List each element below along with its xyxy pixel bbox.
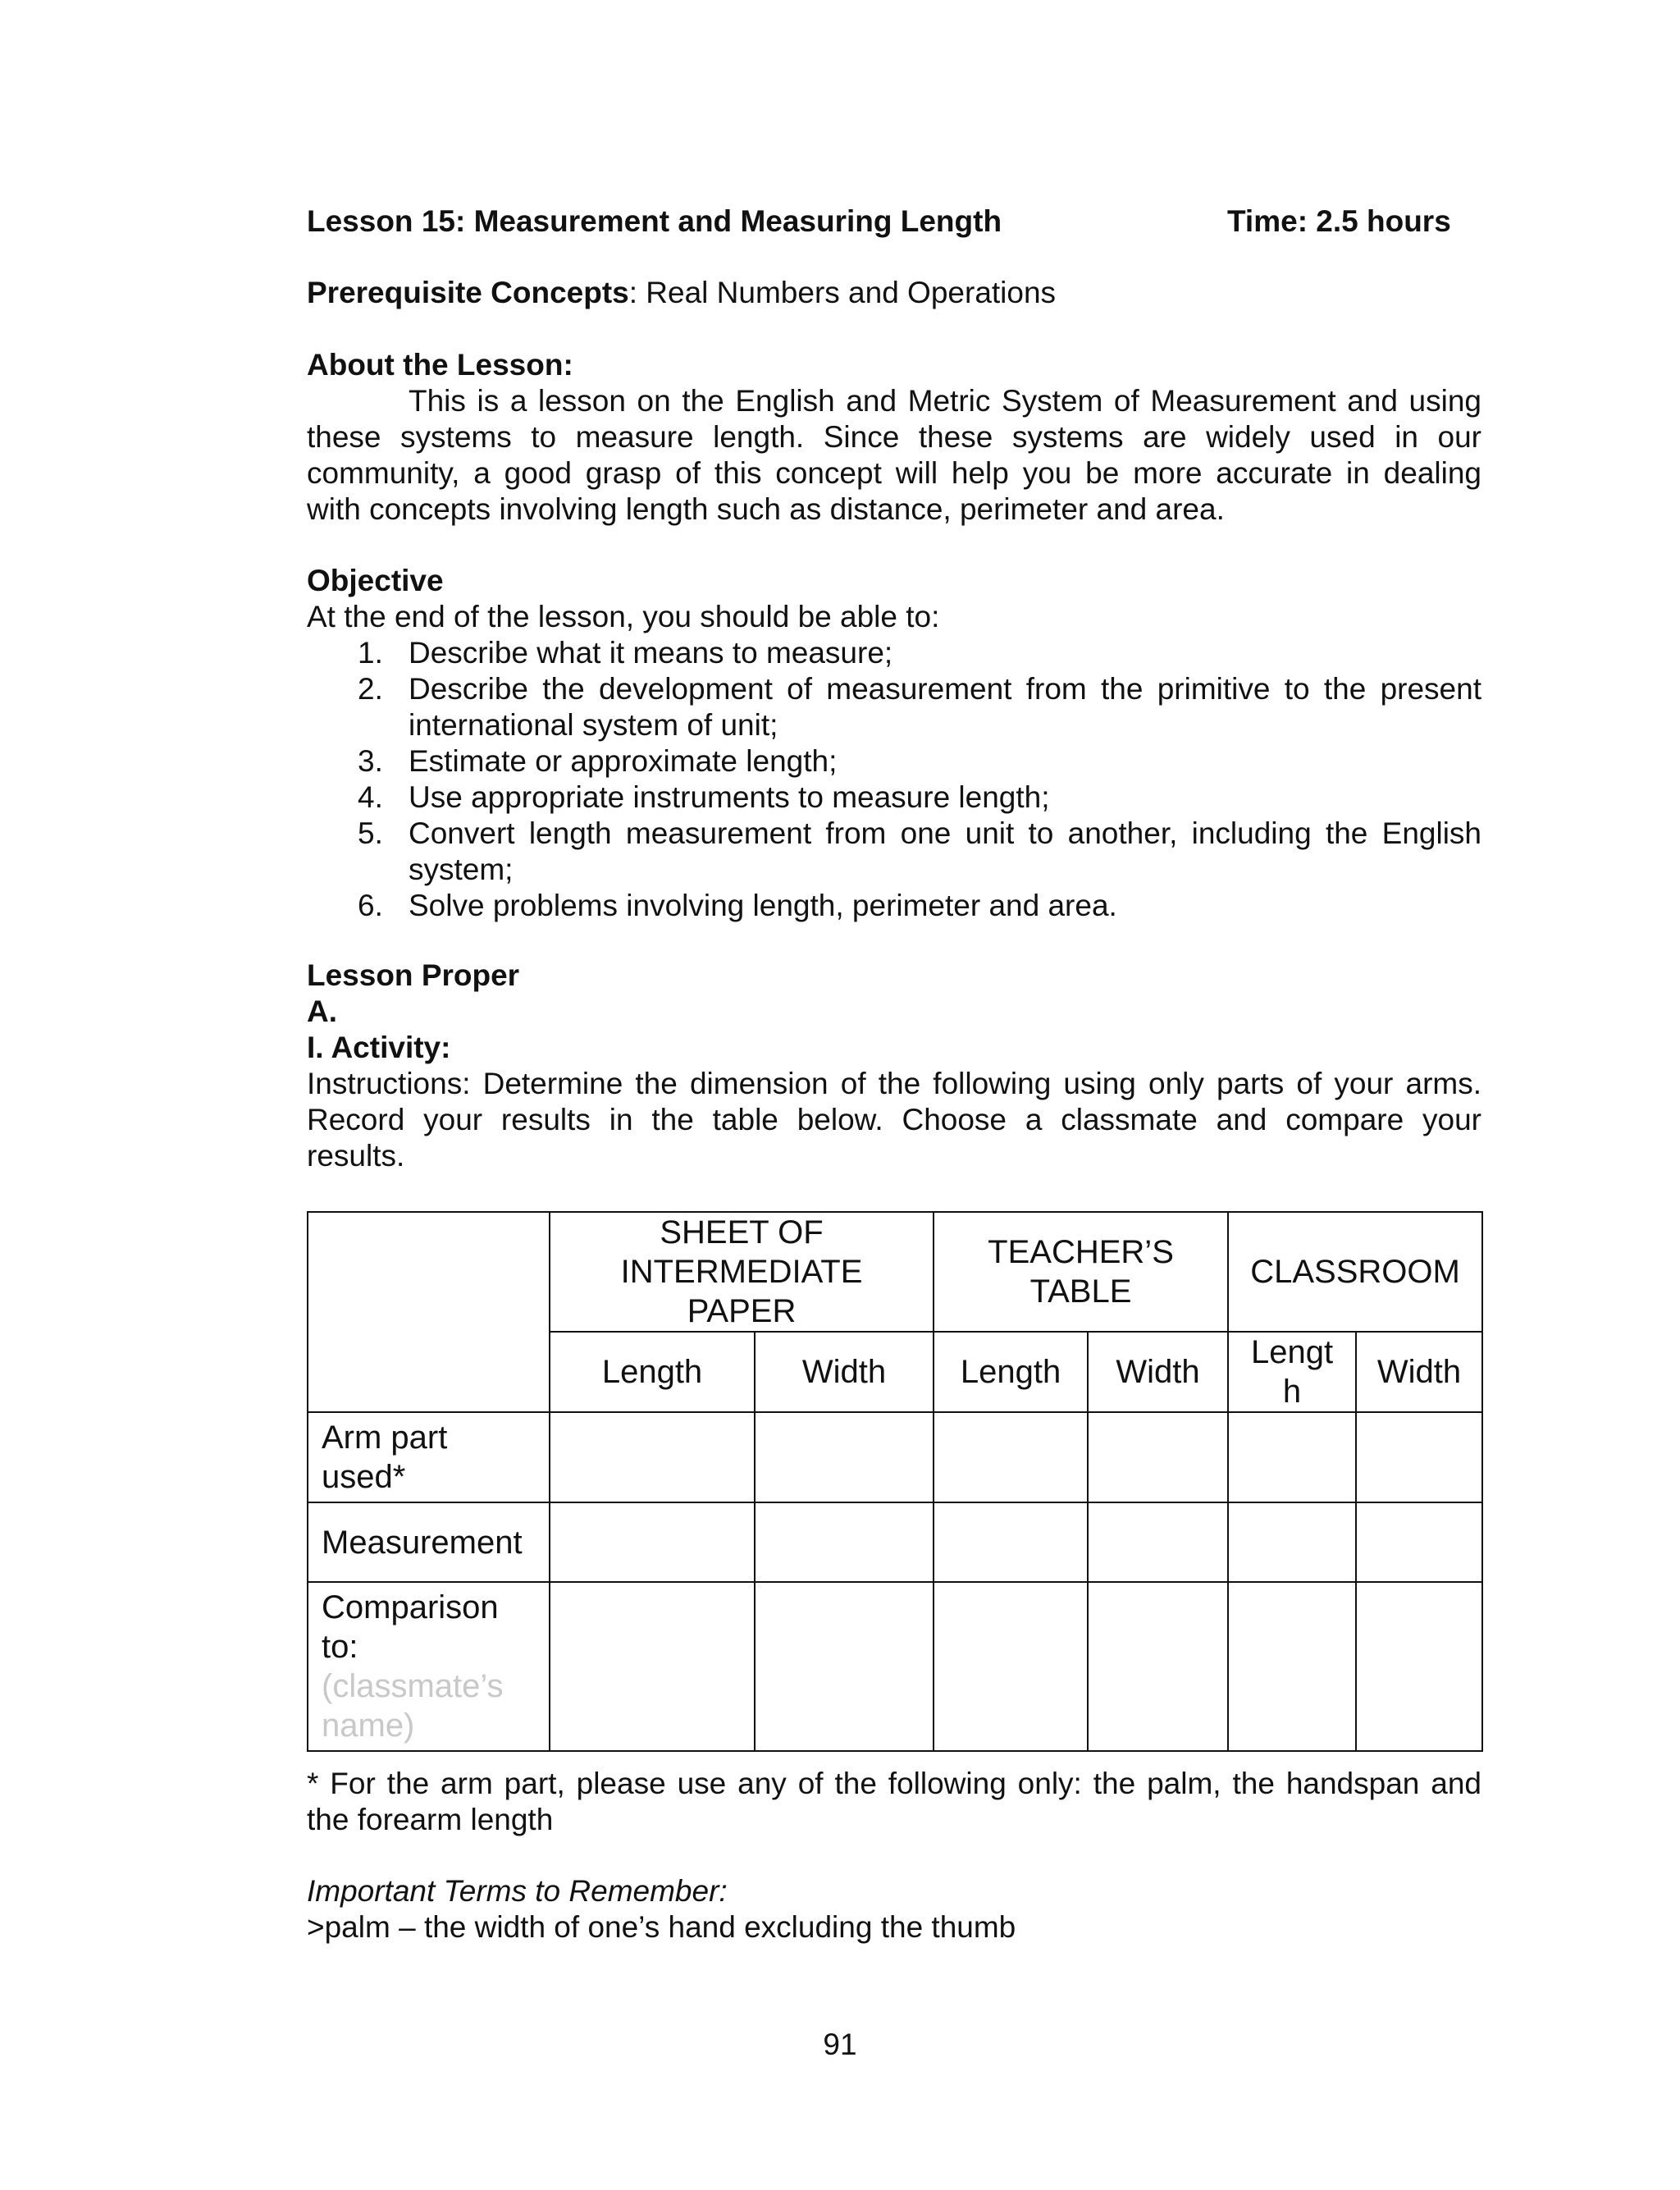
objective-item-5	[307, 816, 1481, 888]
input-cell[interactable]	[1228, 1502, 1356, 1582]
input-cell[interactable]	[1228, 1582, 1356, 1751]
objective-text: Estimate or approximate length;	[409, 744, 838, 778]
row-label-line: Arm part	[322, 1420, 448, 1456]
table-header-row	[308, 1212, 1482, 1332]
objective-item-2	[307, 671, 1481, 743]
row-label-measurement	[308, 1502, 550, 1582]
input-cell[interactable]	[1088, 1582, 1228, 1751]
terms-heading: Important Terms to Remember:	[307, 1874, 728, 1908]
about-text-1: This is a lesson on the English and Metric System of Measurement and using	[409, 384, 1481, 418]
objective-list	[307, 635, 1481, 924]
subheader-text: Lengt	[1250, 1334, 1334, 1370]
objective-item-3	[307, 743, 1481, 780]
input-cell[interactable]	[755, 1502, 934, 1582]
input-cell[interactable]	[934, 1502, 1088, 1582]
instructions-line-2	[307, 1102, 1481, 1138]
lesson-time: Time: 2.5 hours	[1227, 204, 1451, 238]
input-cell[interactable]	[1356, 1502, 1482, 1582]
objective-text: Describe the development of measurement from the primitive to the present	[409, 672, 1481, 706]
input-cell[interactable]	[934, 1582, 1088, 1751]
instructions-line-1	[307, 1066, 1481, 1102]
header-sheet-of-paper	[550, 1212, 934, 1332]
row-label-line: Comparison	[322, 1589, 499, 1625]
subheader-text: Width	[1116, 1354, 1200, 1390]
header-line: CLASSROOM	[1250, 1254, 1460, 1290]
input-cell[interactable]	[550, 1582, 755, 1751]
instructions-text-3: results.	[307, 1139, 405, 1173]
row-label-line: to:	[322, 1629, 358, 1665]
footnote-text-1: * For the arm part, please use any of the following only: the palm, the handspan and	[307, 1767, 1481, 1800]
subheader-text-cont: h	[1282, 1374, 1302, 1410]
activity-heading: I. Activity:	[307, 1031, 451, 1064]
objective-num: 2.	[358, 672, 383, 706]
row-label-line: Measurement	[322, 1524, 523, 1561]
subheader-paper-length	[550, 1332, 755, 1412]
header-line: SHEET OF	[660, 1214, 824, 1250]
objective-text-cont: system;	[409, 853, 514, 886]
input-cell[interactable]	[1356, 1412, 1482, 1502]
about-line-3	[307, 455, 1481, 491]
about-text-2: these systems to measure length. Since these systems are widely used in our	[307, 420, 1481, 454]
row-label-line: used*	[322, 1459, 406, 1495]
table-row-comparison	[308, 1582, 1482, 1751]
subheader-table-width	[1088, 1332, 1228, 1412]
input-cell[interactable]	[1228, 1412, 1356, 1502]
objective-num: 5.	[358, 816, 383, 850]
objective-num: 1.	[358, 636, 383, 670]
header-line: INTERMEDIATE	[620, 1254, 863, 1290]
objective-text-cont: international system of unit;	[409, 708, 778, 742]
header-line: TEACHER’S	[988, 1234, 1174, 1270]
activity-table	[307, 1211, 1483, 1752]
objective-intro: At the end of the lesson, you should be able to:	[307, 600, 940, 633]
input-cell[interactable]	[1088, 1502, 1228, 1582]
row-label-comparison	[308, 1582, 550, 1751]
input-cell[interactable]	[755, 1582, 934, 1751]
about-text-3: community, a good grasp of this concept will help you be more accurate in dealing	[307, 456, 1481, 490]
table-row-arm-part	[308, 1412, 1482, 1502]
instructions-text-1: Instructions: Determine the dimension of the following using only parts of your arms.	[307, 1067, 1481, 1100]
objective-text: Describe what it means to measure;	[409, 636, 893, 670]
table-row-measurement	[308, 1502, 1482, 1582]
input-cell[interactable]	[934, 1412, 1088, 1502]
objective-num: 4.	[358, 780, 383, 814]
table-corner-cell	[308, 1212, 550, 1412]
objective-heading: Objective	[307, 564, 444, 597]
subheader-paper-width	[755, 1332, 934, 1412]
header-line: PAPER	[687, 1293, 797, 1329]
footnote-line-1	[307, 1766, 1481, 1802]
section-label: A.	[307, 994, 337, 1028]
subheader-text: Width	[1376, 1354, 1462, 1390]
objective-text: Solve problems involving length, perimeter and area.	[409, 889, 1117, 922]
subheader-text: Length	[960, 1354, 1061, 1390]
subheader-text: Length	[601, 1354, 703, 1390]
header-line: TABLE	[1029, 1273, 1132, 1310]
objective-text: Use appropriate instruments to measure length;	[409, 780, 1050, 814]
instructions-text-2: Record your results in the table below. Choose a classmate and compare your	[307, 1103, 1481, 1136]
classmate-name-hint: (classmate’s	[322, 1668, 504, 1704]
classmate-name-hint: name)	[322, 1708, 415, 1744]
prerequisite-text: : Real Numbers and Operations	[628, 276, 1057, 309]
objective-item-4	[307, 780, 1481, 816]
subheader-text: Width	[801, 1354, 887, 1390]
row-label-arm-part	[308, 1412, 550, 1502]
objective-item-1	[307, 635, 1481, 671]
lesson-proper-heading: Lesson Proper	[307, 958, 520, 992]
prerequisite-line	[307, 275, 1056, 311]
subheader-table-length	[934, 1332, 1088, 1412]
about-text-4: with concepts involving length such as distance, perimeter and area.	[307, 492, 1225, 526]
subheader-classroom-width	[1356, 1332, 1482, 1412]
subheader-classroom-length	[1228, 1332, 1356, 1412]
input-cell[interactable]	[1088, 1412, 1228, 1502]
header-teachers-table	[934, 1212, 1228, 1332]
objective-text: Convert length measurement from one unit to another, including the English	[409, 816, 1481, 850]
about-heading: About the Lesson:	[307, 348, 573, 382]
input-cell[interactable]	[550, 1412, 755, 1502]
header-classroom	[1228, 1212, 1482, 1332]
objective-num: 6.	[358, 889, 383, 922]
page-number: 91	[823, 2028, 857, 2061]
footnote-text-2: the forearm length	[307, 1803, 554, 1836]
lesson-title-row	[307, 203, 1481, 240]
objective-num: 3.	[358, 744, 383, 778]
prerequisite-label: Prerequisite Concepts	[307, 276, 629, 309]
objective-item-6	[307, 888, 1481, 924]
about-line-1	[409, 383, 1481, 419]
about-line-2	[307, 419, 1481, 455]
input-cell[interactable]	[550, 1502, 755, 1582]
input-cell[interactable]	[755, 1412, 934, 1502]
term-palm: >palm – the width of one’s hand excluding the thumb	[307, 1910, 1016, 1944]
lesson-title: Lesson 15: Measurement and Measuring Length	[307, 204, 1002, 238]
input-cell[interactable]	[1356, 1582, 1482, 1751]
